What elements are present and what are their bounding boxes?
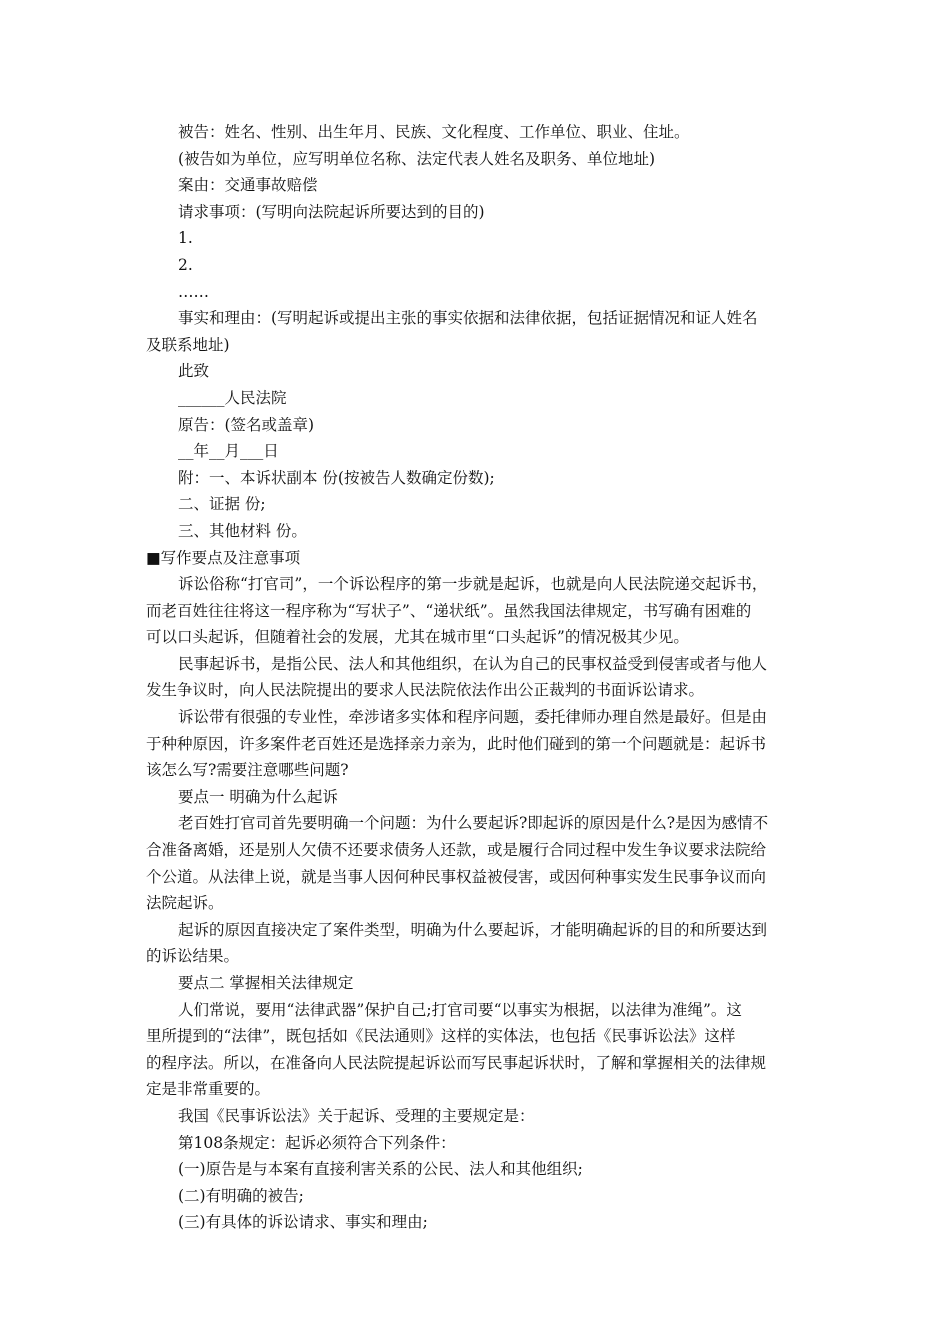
text-line: (二)有明确的被告; [178, 1186, 304, 1205]
text-line: 该怎么写?需要注意哪些问题? [146, 761, 349, 780]
text-line: 合准备离婚，还是别人欠债不还要求债务人还款，或是履行合同过程中发生争议要求法院给 [146, 841, 767, 860]
text-line: 事实和理由：(写明起诉或提出主张的事实依据和法律依据，包括证据情况和证人姓名 [178, 309, 758, 328]
text-line: (一)原告是与本案有直接利害关系的公民、法人和其他组织; [178, 1160, 583, 1179]
text-line: 二、证据 份; [178, 495, 266, 514]
text-line: 三、其他材料 份。 [178, 521, 307, 540]
text-line: 案由：交通事故赔偿 [178, 176, 318, 195]
text-line: 个公道。从法律上说，就是当事人因何种民事权益被侵害，或因何种事实发生民事争议而向 [146, 867, 767, 886]
text-line: 的程序法。所以，在准备向人民法院提起诉讼而写民事起诉状时，了解和掌握相关的法律规 [146, 1053, 767, 1072]
text-line: 法院起诉。 [146, 894, 224, 913]
text-line: 老百姓打官司首先要明确一个问题：为什么要起诉?即起诉的原因是什么?是因为感情不 [178, 814, 769, 833]
text-line: 此致 [178, 362, 210, 381]
text-line: 1. [178, 229, 193, 248]
text-line: (被告如为单位，应写明单位名称、法定代表人姓名及职务、单位地址) [178, 149, 656, 168]
text-line: 于种种原因，许多案件老百姓还是选择亲力亲为，此时他们碰到的第一个问题就是：起诉书 [146, 734, 767, 753]
text-line: 起诉的原因直接决定了案件类型，明确为什么要起诉，才能明确起诉的目的和所要达到 [178, 920, 768, 939]
text-line: ______人民法院 [178, 388, 287, 407]
text-line: 里所提到的“法律”，既包括如《民法通则》这样的实体法，也包括《民事诉讼法》这样 [146, 1027, 736, 1046]
text-line: 而老百姓往往将这一程序称为“写状子”、“递状纸”。虽然我国法律规定，书写确有困难的 [146, 601, 752, 620]
text-line: 民事起诉书，是指公民、法人和其他组织，在认为自己的民事权益受到侵害或者与他人 [178, 654, 768, 673]
text-line: 原告：(签名或盖章) [178, 415, 315, 434]
text-line: 要点二 掌握相关法律规定 [178, 974, 354, 992]
text-line: 第108条规定：起诉必须符合下列条件： [178, 1133, 456, 1152]
text-line: 的诉讼结果。 [146, 947, 240, 966]
text-line: 诉讼俗称“打官司”，一个诉讼程序的第一步就是起诉，也就是向人民法院递交起诉书， [178, 575, 768, 594]
text-line: (三)有具体的诉讼请求、事实和理由; [178, 1213, 428, 1232]
text-line: 人们常说，要用“法律武器”保护自己;打官司要“以事实为根据，以法律为准绳”。这 [178, 1000, 742, 1019]
text-line: 定是非常重要的。 [146, 1080, 271, 1099]
text-line: 我国《民事诉讼法》关于起诉、受理的主要规定是： [178, 1106, 535, 1125]
text-line: __年__月___日 [178, 442, 279, 461]
text-line: 被告：姓名、性别、出生年月、民族、文化程度、工作单位、职业、住址。 [178, 123, 690, 141]
text-line: ■写作要点及注意事项 [146, 548, 301, 567]
text-line: 请求事项：(写明向法院起诉所要达到的目的) [178, 202, 485, 221]
text-line: 附：一、本诉状副本 份(按被告人数确定份数); [178, 468, 495, 487]
text-line: 发生争议时，向人民法院提出的要求人民法院依法作出公正裁判的书面诉讼请求。 [146, 681, 705, 700]
text-line: …… [178, 282, 209, 301]
text-line: 要点一 明确为什么起诉 [178, 787, 338, 806]
text-line: 诉讼带有很强的专业性，牵涉诸多实体和程序问题，委托律师办理自然是最好。但是由 [178, 708, 768, 727]
text-line: 可以口头起诉，但随着社会的发展，尤其在城市里“口头起诉”的情况极其少见。 [146, 628, 689, 647]
document-body [146, 119, 810, 1236]
text-line: 及联系地址) [146, 335, 230, 354]
text-line: 2. [178, 255, 193, 274]
